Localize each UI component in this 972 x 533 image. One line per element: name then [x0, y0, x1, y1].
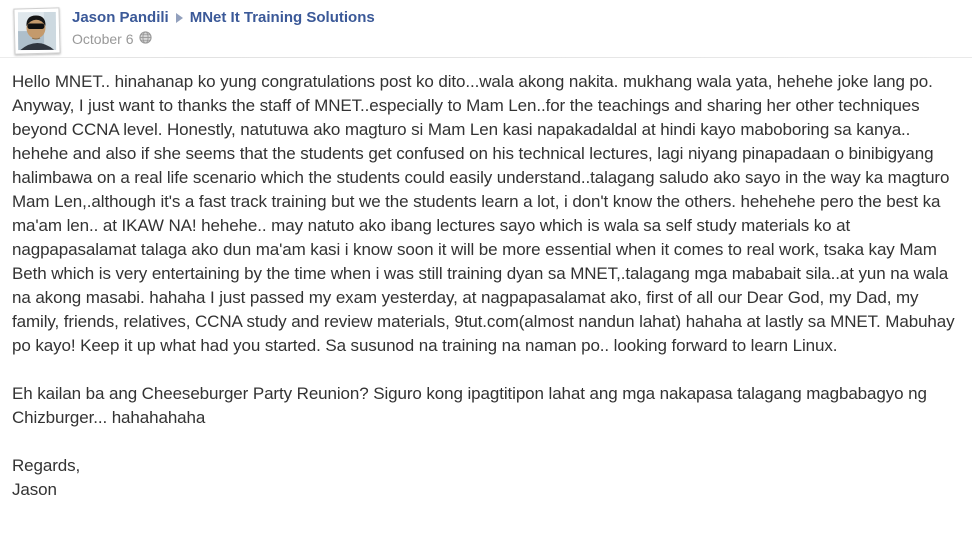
arrow-right-icon	[176, 13, 183, 23]
profile-photo-image	[18, 12, 56, 50]
globe-icon	[139, 31, 152, 46]
post-header	[14, 8, 960, 54]
header-divider	[0, 57, 972, 58]
author-link[interactable]: Jason Pandili	[72, 9, 169, 26]
signature	[12, 454, 960, 502]
signature-line: Regards,	[12, 456, 81, 475]
avatar[interactable]	[13, 7, 60, 54]
timestamp-link[interactable]: October 6	[72, 30, 134, 47]
sunglasses-shape	[27, 23, 44, 29]
post-paragraph: Hello MNET.. hinahanap ko yung congratulations post ko dito...wala akong nakita. mukhang wala yata, hehehe joke lang po. Anyway, I just want to thanks the staff of MNET..especially to Mam Len..for the teachings and sharing her other techniques beyond CCNA level. Honestly, natutuwa ako magturo si Mam Len kasi napakadaldal at hindi kayo maboboring sa kanya.. hehehe and also if she seems that the students get confused on his technical lectures, lagi niyang pinapadaan o binibigyang halimbawa on a real life scenario which the students could easily understand..talagang saludo ako sayo in the way ka magturo Mam Len,.although it's a fast track training but we the students learn a lot, i don't know the others. hehehehe pero the best ka ma'am len.. at IKAW NA! hehehe.. may natuto ako ibang lectures sayo which is wala sa self study materials ko at nagpapasalamat talaga ako dun ma'am kasi i know soon it will be more essential when it comes to real work, tsaka kay Mam Beth which is very entertaining by the time when i was still training dyan sa MNET,.talagang mga mababait sila..at yun na wala na akong masabi. hahaha I just passed my exam yesterday, at nagpapasalamat ako, first of all our Dear God, my Dad, my family, friends, relatives, CCNA study and review materials, 9tut.com(almost nandun lahat) hahaha at lastly sa MNET. Mabuhay po kayo! Keep it up what had you started. Sa susunod na training na naman po.. looking forward to learn Linux.	[12, 72, 955, 355]
header-info	[72, 8, 375, 46]
signature-line: Jason	[12, 480, 57, 499]
target-page-link[interactable]: MNet It Training Solutions	[189, 9, 375, 26]
name-row	[72, 10, 375, 25]
time-row	[72, 31, 375, 46]
post-paragraph: Eh kailan ba ang Cheeseburger Party Reunion? Siguro kong ipagtitipon lahat ang mga nakapasa talagang magbabagyo ng Chizburger... hahahahaha	[12, 384, 927, 427]
post-message	[12, 70, 960, 502]
